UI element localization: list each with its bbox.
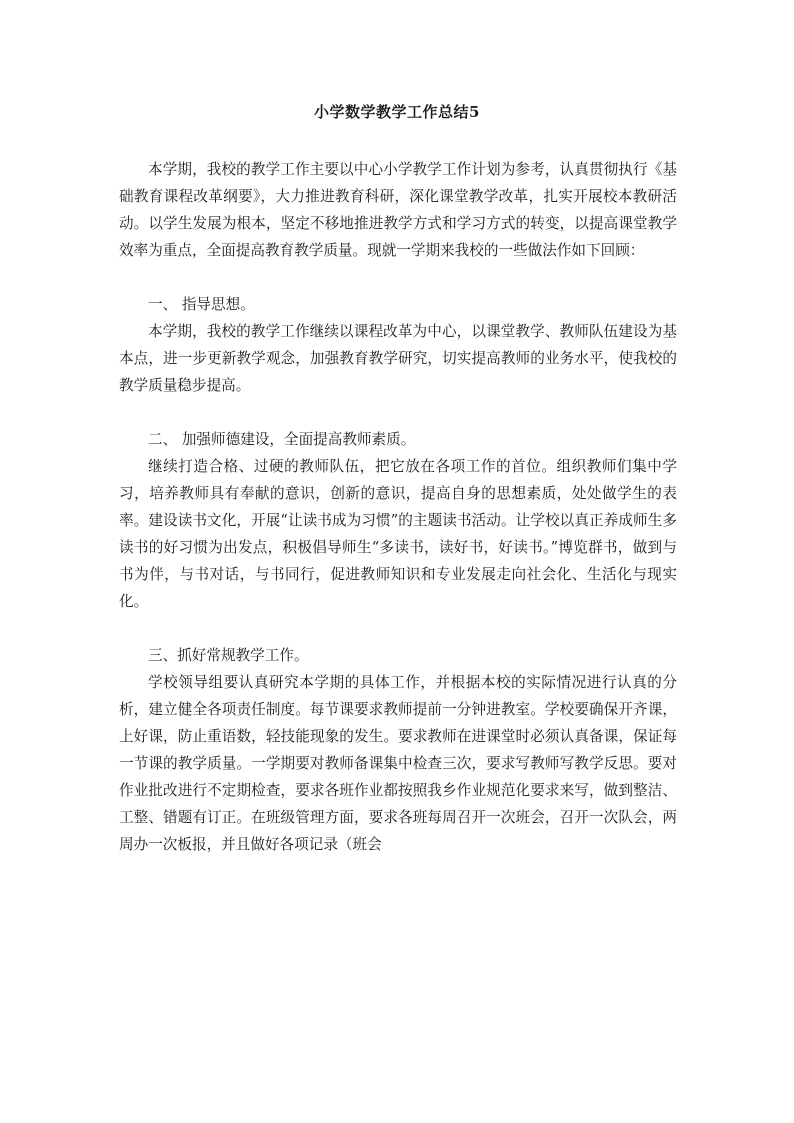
paragraph-gap — [119, 399, 677, 426]
section-body-1: 本学期，我校的教学工作继续以课程改革为中心，以课堂教学、教师队伍建设为基本点，进一步更新教学观念，加强教育教学研究，切实提高教师的业务水平，使我校的教学质量稳步提高。 — [119, 323, 677, 394]
section-heading-3: 三、抓好常规教学工作。 — [148, 647, 309, 664]
section-body-2: 继续打造合格、过硬的教师队伍，把它放在各项工作的首位。组织教师们集中学习，培养教师具有奉献的意识，创新的意识，提高自身的思想素质，处处做学生的表率。建设读书文化，开展“让读书成为习惯”的主题读书活动。让学校以真正养成师生多读书的好习惯为出发点，积极倡导师生“多读书，读好书，好读书。”博览群书，做到与书为伴，与书对话，与书同行，促进教师知识和专业发展走向社会化、生活化与现实化。 — [119, 458, 677, 610]
paragraph-gap — [119, 615, 677, 642]
document-title: 小学数学教学工作总结5 — [314, 103, 480, 121]
section-heading-2: 二、 加强师德建设，全面提高教师素质。 — [148, 431, 416, 448]
intro-paragraph: 本学期，我校的教学工作主要以中心小学教学工作计划为参考，认真贯彻执行《基础教育课程改革纲要》，大力推进教育科研，深化课堂教学改革，扎实开展校本教研活动。以学生发展为根本，坚定不移地推进教学方式和学习方式的转变，以提高课堂教学效率为重点，全面提高教育教学质量。现就一学期来我校的一些做法作如下回顾： — [119, 161, 677, 259]
document-body — [119, 156, 677, 858]
paragraph-gap — [119, 264, 677, 291]
section-body-3: 学校领导组要认真研究本学期的具体工作，并根据本校的实际情况进行认真的分析，建立健全各项责任制度。每节课要求教师提前一分钟进教室。学校要确保开齐课，上好课，防止重语数，轻技能现象的发生。要求教师在进课堂时必须认真备课，保证每一节课的教学质量。一学期要对教师备课集中检查三次，要求写教师写教学反思。要对作业批改进行不定期检查，要求各班作业都按照我乡作业规范化要求来写，做到整洁、工整、错题有订正。在班级管理方面，要求各班每周召开一次班会，召开一次队会，两周办一次板报，并且做好各项记录（班会 — [119, 674, 677, 853]
section-heading-1: 一、 指导思想。 — [148, 296, 255, 313]
